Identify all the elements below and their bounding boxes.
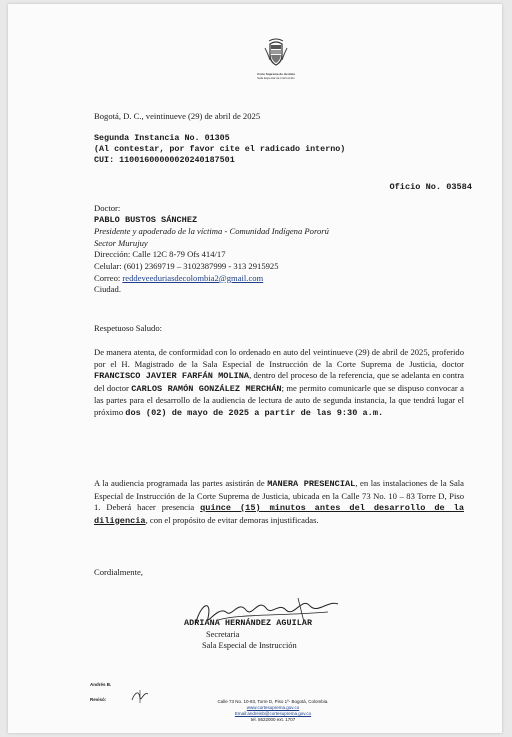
recipient-block xyxy=(94,203,484,296)
recipient-role-line2: Sector Murujuy xyxy=(94,237,148,248)
p2-text-1: A la audiencia programada las partes asistirán de xyxy=(94,478,268,488)
letter-footer xyxy=(178,699,368,723)
crest-caption-chamber: Sala Especial de Instrucción xyxy=(257,76,295,80)
hearing-date: dos (02) de mayo de 2025 a partir de las 9:30 a.m. xyxy=(125,407,384,418)
arrival-notice: quince (15) minutos antes del desarrollo de la diligencia xyxy=(94,503,464,526)
attendance-mode: MANERA PRESENCIAL xyxy=(267,479,356,489)
cite-note: (Al contestar, por favor cite el radicado interno) xyxy=(94,144,346,154)
crest-caption xyxy=(234,72,318,80)
body-paragraph-1 xyxy=(94,347,464,420)
prepared-by: Andrés B. xyxy=(90,682,112,687)
magistrate-name: FRANCISCO JAVIER FARFÁN MOLINA xyxy=(94,371,250,382)
greeting: Respetuoso Saludo: xyxy=(94,323,163,333)
case-reference xyxy=(94,133,345,166)
footer-email-link[interactable]: Email:andreinb@cortesuprema.gov.co xyxy=(234,711,312,716)
letter-page xyxy=(8,4,502,733)
crest-caption-court: Corte Suprema de Justicia xyxy=(257,72,295,76)
signatory-department: Sala Especial de Instrucción xyxy=(202,641,297,650)
oficio-number: Oficio No. 03584 xyxy=(389,182,472,192)
p1-text-2: , dentro del proceso de la referencia, que se adelanta en contra del doctor xyxy=(94,370,464,393)
colombia-coat-of-arms-icon xyxy=(261,38,291,68)
p1-text-1: De manera atenta, de conformidad con lo ordenado en auto del veintinueve (29) de abril de 2025, proferido por el H. Magistrado de la Sala Especial de Instrucción de la Corte Suprema de Justicia, doctor xyxy=(94,347,464,369)
letter-date: Bogotá, D. C., veintinueve (29) de abril de 2025 xyxy=(94,111,261,121)
signatory-role: Secretaria xyxy=(206,630,240,639)
footer-website-link[interactable]: www.cortesuprema.gov.co xyxy=(246,705,300,710)
p2-text-2: , en las instalaciones de la Sala Especial de Instrucción de la Corte Suprema de Justicia, ubicada en la Calle 73 No. 10 – 83 Torre D, Piso 1. Deberá hacer presencia xyxy=(94,478,464,513)
footer-phone: tel. 5622000 ext. 1707 xyxy=(250,717,296,722)
footer-address: Calle 73 No. 10-83, Torre D, Piso 1º- Bogotá, Colombia. xyxy=(217,699,329,704)
p1-text-3: ; me permito comunicarle que se dispuso convocar a las partes para el desarrollo de la audiencia de lectura de auto de segunda instancia, la que tendrá lugar el próximo xyxy=(94,382,464,417)
recipient-salutation: Doctor: xyxy=(94,203,121,213)
defendant-name: CARLOS RAMÓN GONZÁLEZ MERCHÁN xyxy=(131,383,282,394)
recipient-role-line1: Presidente y apoderado de la víctima - Comunidad Indígena Pororú xyxy=(94,226,329,237)
email-label: Correo: xyxy=(94,272,123,283)
reviewer-initials-signature xyxy=(130,688,150,704)
body-paragraph-2 xyxy=(94,478,464,527)
cui-number: CUI: 11001600000020240187501 xyxy=(94,155,235,165)
recipient-email-line xyxy=(94,273,484,285)
closing: Cordialmente, xyxy=(94,567,143,577)
signatory-name: ADRIANA HERNÁNDEZ AGUILAR xyxy=(184,618,313,628)
recipient-name: PABLO BUSTOS SÁNCHEZ xyxy=(94,214,198,225)
recipient-city: Ciudad. xyxy=(94,284,121,295)
recipient-address: Dirección: Calle 12C 8-79 Ofs 414/17 xyxy=(94,249,226,260)
instance-number: Segunda Instancia No. 01305 xyxy=(94,133,230,143)
recipient-email-link[interactable]: reddeveeduriasdecolombia2@gmail.com xyxy=(122,272,264,283)
p2-text-3: , con el propósito de evitar demoras injustificadas. xyxy=(145,514,319,525)
reviewed-label: Revisó: xyxy=(90,697,107,702)
recipient-phone: Celular: (601) 2369719 – 3102387999 - 313 2915925 xyxy=(94,260,279,271)
